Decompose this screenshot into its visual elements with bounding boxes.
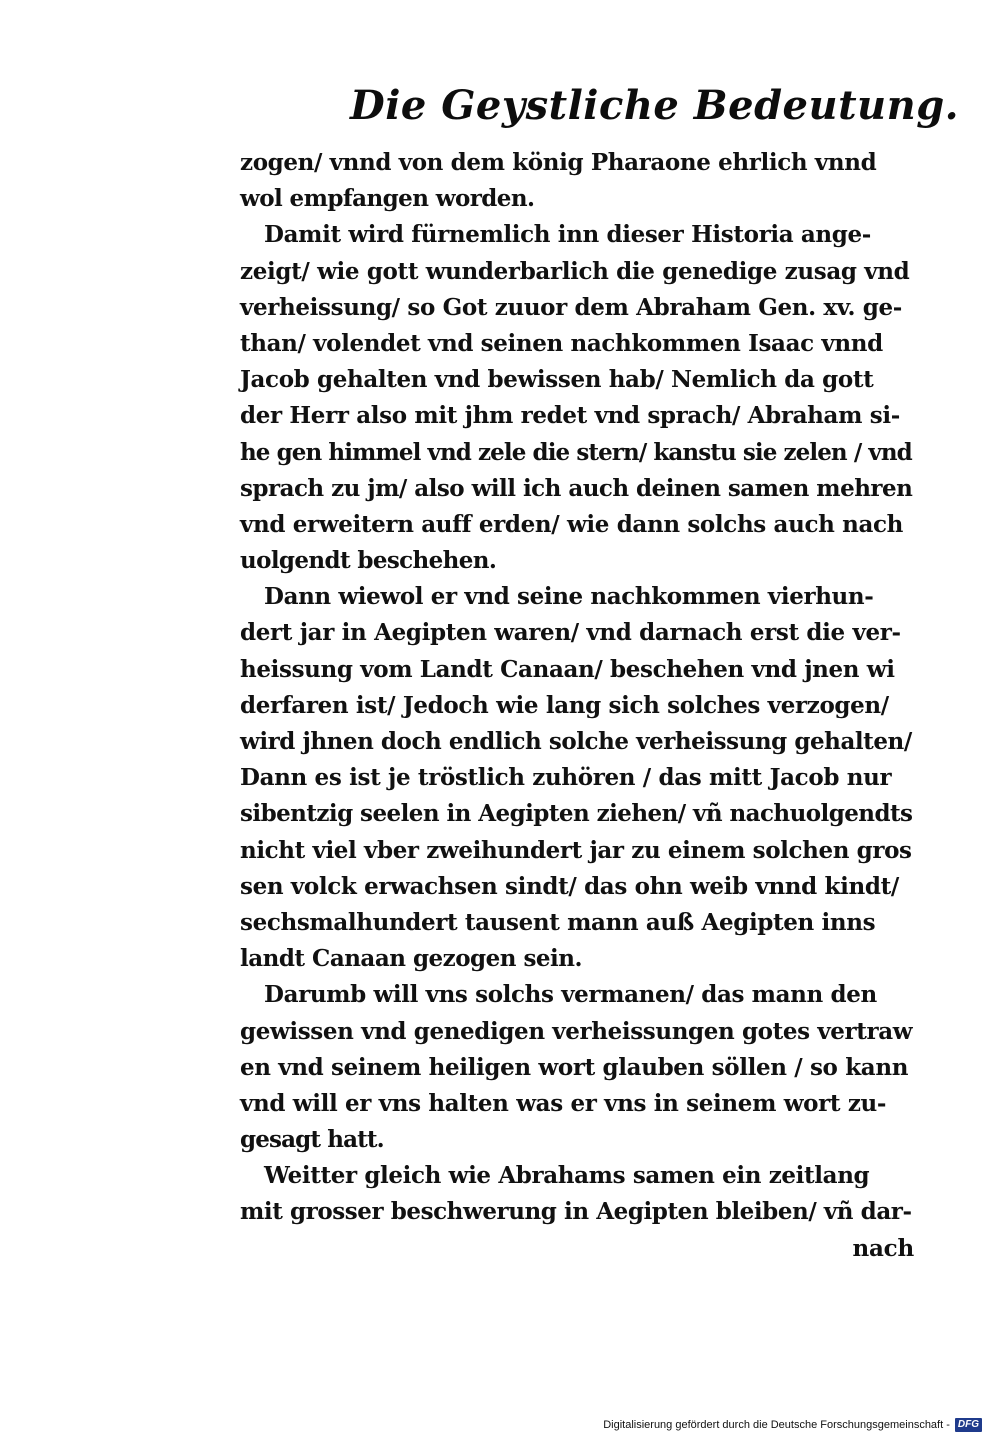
text-line: Dann es ist je tröstlich zuhören / das mitt Jacob nur bbox=[240, 764, 892, 792]
text-line: sprach zu jm/ also will ich auch deinen samen mehren bbox=[240, 474, 913, 502]
text-line: dert jar in Aegipten waren/ vnd darnach erst die ver- bbox=[240, 619, 901, 647]
text-line: Darumb will vns solchs vermanen/ das mann den bbox=[264, 981, 877, 1009]
text-line: sen volck erwachsen sindt/ das ohn weib vnnd kindt/ bbox=[240, 872, 899, 900]
text-line: en vnd seinem heiligen wort glauben söllen / so kann bbox=[240, 1053, 909, 1081]
text-line: gewissen vnd genedigen verheissungen gotes vertraw bbox=[240, 1017, 913, 1045]
text-line: sechsmalhundert tausent mann auß Aegipten inns bbox=[240, 908, 876, 936]
text-line: heissung vom Landt Canaan/ beschehen vnd jnen wi bbox=[240, 655, 895, 683]
dfg-logo: DFG bbox=[955, 1418, 982, 1432]
body-text bbox=[240, 145, 920, 1267]
digitization-credit bbox=[603, 1418, 982, 1432]
text-line: than/ volendet vnd seinen nachkommen Isaac vnnd bbox=[240, 329, 883, 357]
text-line: Damit wird fürnemlich inn dieser Historia ange- bbox=[264, 221, 871, 249]
credit-text: Digitalisierung gefördert durch die Deutsche Forschungsgemeinschaft - bbox=[603, 1419, 950, 1431]
text-line: sibentzig seelen in Aegipten ziehen/ vñ nachuolgendts bbox=[240, 800, 913, 828]
text-line: nicht viel vber zweihundert jar zu einem solchen gros bbox=[240, 836, 912, 864]
text-line: Dann wiewol er vnd seine nachkommen vierhun- bbox=[264, 583, 874, 611]
text-line: derfaren ist/ Jedoch wie lang sich solches verzogen/ bbox=[240, 691, 889, 719]
text-line: landt Canaan gezogen sein. bbox=[240, 945, 582, 973]
text-line: nach bbox=[852, 1234, 914, 1262]
text-line: wird jhnen doch endlich solche verheissung gehalten/ bbox=[240, 728, 912, 755]
text-line: he gen himmel vnd zele die stern/ kanstu sie zelen / vnd bbox=[240, 438, 912, 466]
text-line: der Herr also mit jhm redet vnd sprach/ Abraham si- bbox=[240, 402, 900, 430]
text-line: zogen/ vnnd von dem könig Pharaone ehrlich vnnd bbox=[240, 149, 877, 176]
text-line: wol empfangen worden. bbox=[240, 185, 535, 213]
text-line: vnd erweitern auff erden/ wie dann solchs auch nach bbox=[240, 510, 904, 538]
text-line: Weitter gleich wie Abrahams samen ein zeitlang bbox=[264, 1162, 870, 1190]
text-line: Jacob gehalten vnd bewissen hab/ Nemlich da gott bbox=[240, 366, 874, 394]
text-line: verheissung/ so Got zuuor dem Abraham Gen. xv. ge- bbox=[240, 293, 902, 321]
running-title: Die Geystliche Bedeutung. bbox=[350, 82, 960, 129]
text-line: gesagt hatt. bbox=[240, 1126, 384, 1154]
text-line: zeigt/ wie gott wunderbarlich die genedige zusag vnd bbox=[240, 257, 910, 285]
text-line: mit grosser beschwerung in Aegipten bleiben/ vñ dar- bbox=[240, 1198, 912, 1226]
text-line: vnd will er vns halten was er vns in seinem wort zu- bbox=[240, 1089, 887, 1117]
text-line: uolgendt beschehen. bbox=[240, 547, 497, 575]
